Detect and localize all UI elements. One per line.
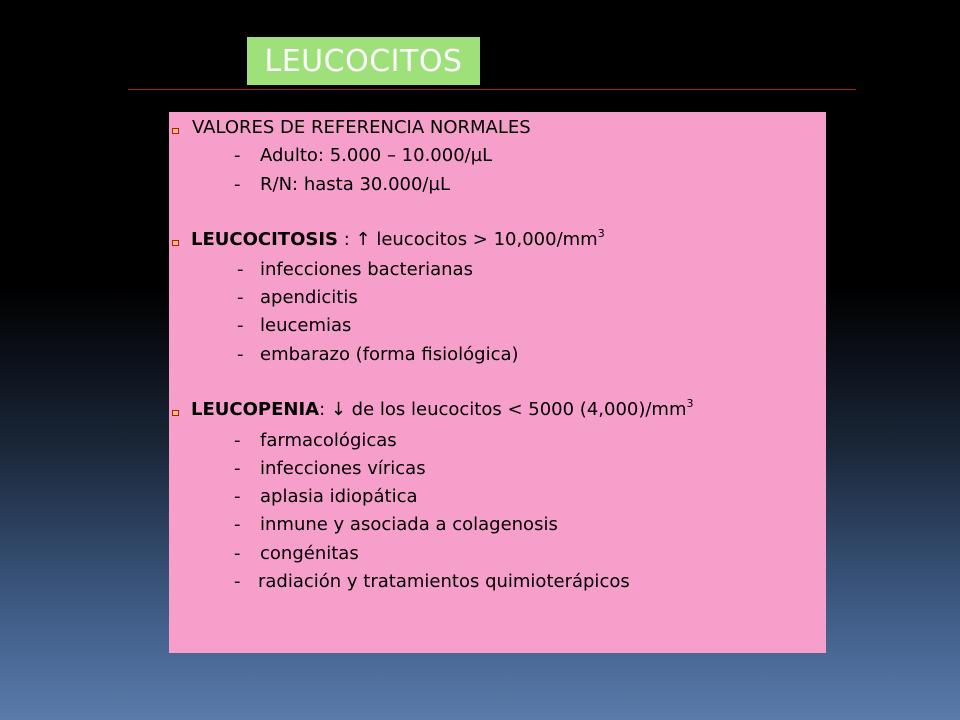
section-heading-leucocitosis [191,227,605,250]
list-item: aplasia idiopática [260,486,418,507]
bullet-icon [172,410,179,416]
list-item: embarazo (forma fisiológica) [260,344,519,365]
dash-marker: - [234,458,241,479]
list-item: inmune y asociada a colagenosis [260,514,558,535]
list-item: farmacológicas [260,430,397,451]
dash-marker: - [237,315,244,336]
list-item: leucemias [260,315,352,336]
heading-detail: : ↓ de los leucocitos < 5000 (4,000)/mm [319,399,687,420]
heading-superscript: 3 [597,227,605,240]
list-item: congénitas [260,543,359,564]
dash-marker: - [234,486,241,507]
dash-marker: - [234,174,241,195]
list-item: infecciones bacterianas [260,259,473,280]
heading-label: LEUCOPENIA [191,399,320,420]
dash-marker: - [234,514,241,535]
section-heading-reference: VALORES DE REFERENCIA NORMALES [192,117,531,138]
slide-title-box [247,37,480,85]
list-item: apendicitis [260,287,358,308]
bullet-icon [172,128,179,134]
list-item: R/N: hasta 30.000/µL [260,174,450,195]
list-item: infecciones víricas [260,458,426,479]
dash-marker: - [234,145,241,166]
heading-detail: : ↑ leucocitos > 10,000/mm [338,229,598,250]
heading-label: LEUCOCITOSIS [191,229,339,250]
dash-marker: - [234,430,241,451]
heading-superscript: 3 [686,397,694,410]
dash-marker: - [234,571,241,592]
dash-marker: - [234,543,241,564]
list-item: radiación y tratamientos quimioterápicos [258,571,630,592]
dash-marker: - [237,344,244,365]
slide-title: LEUCOCITOS [264,43,463,79]
bullet-icon [172,240,179,246]
content-card [169,112,826,653]
title-divider [128,89,856,90]
section-heading-leucopenia [191,397,694,420]
dash-marker: - [237,287,244,308]
dash-marker: - [237,259,244,280]
list-item: Adulto: 5.000 – 10.000/µL [260,145,493,166]
